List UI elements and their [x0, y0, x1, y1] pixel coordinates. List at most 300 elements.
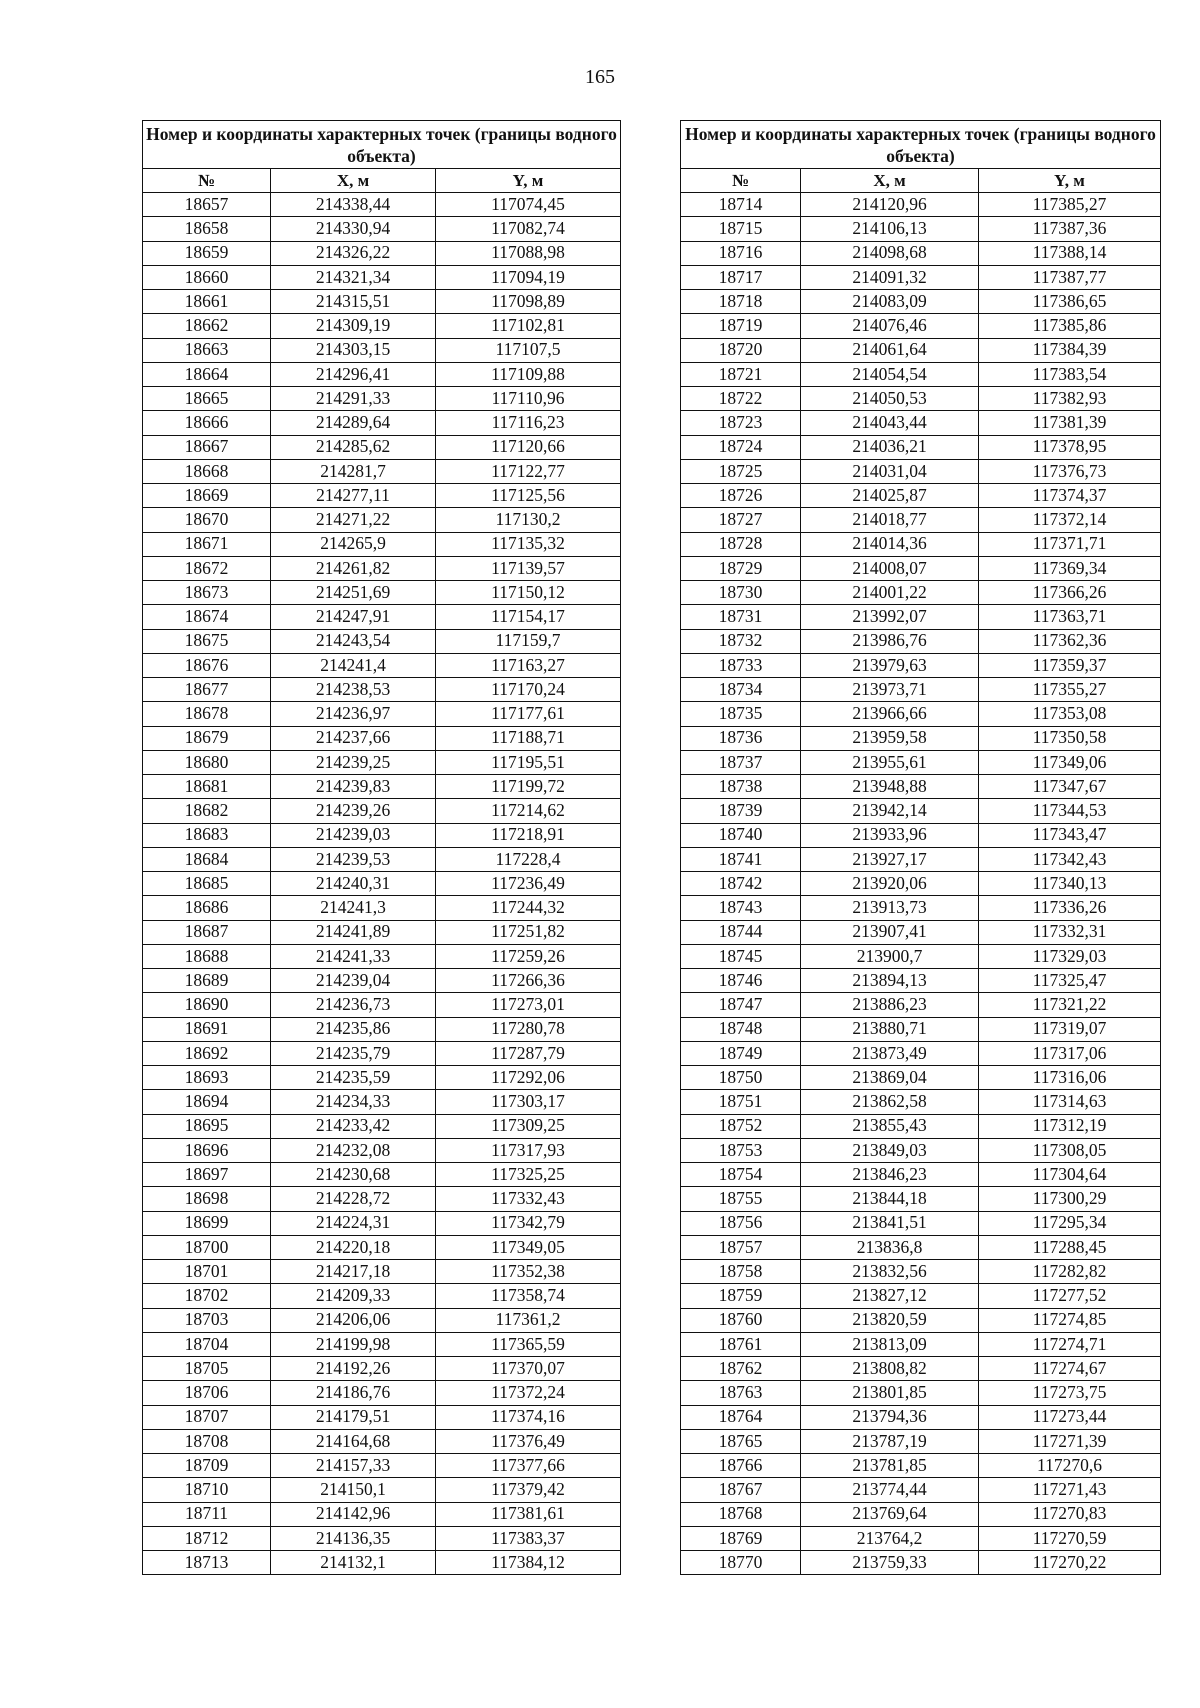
x-coordinate-cell: 214209,33 — [271, 1284, 436, 1308]
point-number-cell: 18739 — [681, 799, 801, 823]
y-coordinate-cell: 117309,25 — [436, 1114, 621, 1138]
y-coordinate-cell: 117383,37 — [436, 1526, 621, 1550]
table-row — [681, 1114, 1161, 1138]
point-number-cell: 18756 — [681, 1211, 801, 1235]
point-number-cell: 18740 — [681, 823, 801, 847]
y-coordinate-cell: 117325,47 — [979, 969, 1161, 993]
x-coordinate-cell: 213973,71 — [801, 678, 979, 702]
table-row — [681, 823, 1161, 847]
x-coordinate-cell: 213832,56 — [801, 1260, 979, 1284]
point-number-cell: 18725 — [681, 459, 801, 483]
x-coordinate-cell: 214098,68 — [801, 241, 979, 265]
y-coordinate-cell: 117270,22 — [979, 1551, 1161, 1575]
point-number-cell: 18770 — [681, 1551, 801, 1575]
table-row — [681, 847, 1161, 871]
y-coordinate-cell: 117259,26 — [436, 944, 621, 968]
x-coordinate-cell: 214150,1 — [271, 1478, 436, 1502]
y-coordinate-cell: 117277,52 — [979, 1284, 1161, 1308]
x-coordinate-cell: 213942,14 — [801, 799, 979, 823]
y-coordinate-cell: 117386,65 — [979, 290, 1161, 314]
x-coordinate-cell: 213801,85 — [801, 1381, 979, 1405]
point-number-cell: 18762 — [681, 1357, 801, 1381]
point-number-cell: 18660 — [143, 265, 271, 289]
point-number-cell: 18754 — [681, 1163, 801, 1187]
point-number-cell: 18766 — [681, 1454, 801, 1478]
y-coordinate-cell: 117374,37 — [979, 484, 1161, 508]
table-row — [681, 1187, 1161, 1211]
y-coordinate-cell: 117359,37 — [979, 653, 1161, 677]
x-coordinate-cell: 214054,54 — [801, 362, 979, 386]
table-row — [681, 969, 1161, 993]
x-coordinate-cell: 213933,96 — [801, 823, 979, 847]
x-coordinate-cell: 214261,82 — [271, 556, 436, 580]
table-row — [143, 1138, 621, 1162]
point-number-cell: 18767 — [681, 1478, 801, 1502]
y-coordinate-cell: 117369,34 — [979, 556, 1161, 580]
y-coordinate-cell: 117353,08 — [979, 702, 1161, 726]
point-number-cell: 18738 — [681, 775, 801, 799]
point-number-cell: 18658 — [143, 217, 271, 241]
x-coordinate-cell: 214237,66 — [271, 726, 436, 750]
table-row — [681, 896, 1161, 920]
table-row — [143, 678, 621, 702]
y-coordinate-cell: 117218,91 — [436, 823, 621, 847]
point-number-cell: 18669 — [143, 484, 271, 508]
point-number-cell: 18706 — [143, 1381, 271, 1405]
table-row — [143, 1041, 621, 1065]
table-row — [681, 241, 1161, 265]
table-row — [143, 362, 621, 386]
x-coordinate-cell: 213855,43 — [801, 1114, 979, 1138]
point-number-cell: 18665 — [143, 387, 271, 411]
y-coordinate-cell: 117304,64 — [979, 1163, 1161, 1187]
point-number-cell: 18657 — [143, 193, 271, 217]
x-coordinate-cell: 214106,13 — [801, 217, 979, 241]
table-row — [681, 653, 1161, 677]
x-coordinate-cell: 214251,69 — [271, 581, 436, 605]
table-row — [143, 920, 621, 944]
table-row — [681, 678, 1161, 702]
x-coordinate-cell: 213880,71 — [801, 1017, 979, 1041]
x-coordinate-cell: 214036,21 — [801, 435, 979, 459]
point-number-cell: 18747 — [681, 993, 801, 1017]
table-row — [143, 799, 621, 823]
y-coordinate-cell: 117251,82 — [436, 920, 621, 944]
y-coordinate-cell: 117163,27 — [436, 653, 621, 677]
y-coordinate-cell: 117347,67 — [979, 775, 1161, 799]
table-row — [143, 847, 621, 871]
point-number-cell: 18671 — [143, 532, 271, 556]
point-number-cell: 18667 — [143, 435, 271, 459]
table-row — [681, 1502, 1161, 1526]
point-number-cell: 18748 — [681, 1017, 801, 1041]
y-coordinate-cell: 117094,19 — [436, 265, 621, 289]
table-row — [681, 1211, 1161, 1235]
x-coordinate-cell: 213900,7 — [801, 944, 979, 968]
point-number-cell: 18722 — [681, 387, 801, 411]
table-row — [143, 1114, 621, 1138]
table-row — [143, 605, 621, 629]
y-coordinate-cell: 117274,67 — [979, 1357, 1161, 1381]
point-number-cell: 18699 — [143, 1211, 271, 1235]
table-row — [143, 1235, 621, 1259]
table-row — [681, 1551, 1161, 1575]
x-coordinate-cell: 213769,64 — [801, 1502, 979, 1526]
y-coordinate-cell: 117385,27 — [979, 193, 1161, 217]
table-row — [681, 484, 1161, 508]
table-row — [681, 629, 1161, 653]
y-coordinate-cell: 117188,71 — [436, 726, 621, 750]
point-number-cell: 18749 — [681, 1041, 801, 1065]
table-row — [143, 726, 621, 750]
point-number-cell: 18675 — [143, 629, 271, 653]
point-number-cell: 18673 — [143, 581, 271, 605]
table-row — [143, 1066, 621, 1090]
x-coordinate-cell: 214291,33 — [271, 387, 436, 411]
point-number-cell: 18708 — [143, 1429, 271, 1453]
table-row — [143, 969, 621, 993]
y-coordinate-cell: 117319,07 — [979, 1017, 1161, 1041]
y-coordinate-cell: 117387,77 — [979, 265, 1161, 289]
point-number-cell: 18662 — [143, 314, 271, 338]
y-coordinate-cell: 117376,73 — [979, 459, 1161, 483]
point-number-cell: 18674 — [143, 605, 271, 629]
point-number-cell: 18726 — [681, 484, 801, 508]
y-coordinate-cell: 117270,59 — [979, 1526, 1161, 1550]
y-coordinate-cell: 117139,57 — [436, 556, 621, 580]
x-coordinate-cell: 213759,33 — [801, 1551, 979, 1575]
y-coordinate-cell: 117159,7 — [436, 629, 621, 653]
y-coordinate-cell: 117370,07 — [436, 1357, 621, 1381]
point-number-cell: 18723 — [681, 411, 801, 435]
x-coordinate-cell: 213794,36 — [801, 1405, 979, 1429]
column-header-y: Y, м — [436, 169, 621, 193]
x-coordinate-cell: 213920,06 — [801, 872, 979, 896]
y-coordinate-cell: 117363,71 — [979, 605, 1161, 629]
y-coordinate-cell: 117082,74 — [436, 217, 621, 241]
y-coordinate-cell: 117336,26 — [979, 896, 1161, 920]
x-coordinate-cell: 213849,03 — [801, 1138, 979, 1162]
y-coordinate-cell: 117271,43 — [979, 1478, 1161, 1502]
x-coordinate-cell: 214235,59 — [271, 1066, 436, 1090]
x-coordinate-cell: 214241,89 — [271, 920, 436, 944]
point-number-cell: 18666 — [143, 411, 271, 435]
table-title: Номер и координаты характерных точек (границы водного объекта) — [143, 121, 621, 169]
table-row — [681, 605, 1161, 629]
point-number-cell: 18732 — [681, 629, 801, 653]
table-row — [143, 532, 621, 556]
point-number-cell: 18720 — [681, 338, 801, 362]
x-coordinate-cell: 214243,54 — [271, 629, 436, 653]
point-number-cell: 18733 — [681, 653, 801, 677]
table-row — [681, 1090, 1161, 1114]
y-coordinate-cell: 117130,2 — [436, 508, 621, 532]
table-row — [681, 459, 1161, 483]
point-number-cell: 18765 — [681, 1429, 801, 1453]
x-coordinate-cell: 214277,11 — [271, 484, 436, 508]
table-row — [143, 944, 621, 968]
x-coordinate-cell: 214192,26 — [271, 1357, 436, 1381]
point-number-cell: 18728 — [681, 532, 801, 556]
x-coordinate-cell: 214321,34 — [271, 265, 436, 289]
y-coordinate-cell: 117228,4 — [436, 847, 621, 871]
point-number-cell: 18746 — [681, 969, 801, 993]
x-coordinate-cell: 214018,77 — [801, 508, 979, 532]
x-coordinate-cell: 213948,88 — [801, 775, 979, 799]
table-row — [681, 1478, 1161, 1502]
table-row — [681, 1526, 1161, 1550]
x-coordinate-cell: 214220,18 — [271, 1235, 436, 1259]
table-row — [681, 1235, 1161, 1259]
y-coordinate-cell: 117358,74 — [436, 1284, 621, 1308]
y-coordinate-cell: 117332,31 — [979, 920, 1161, 944]
point-number-cell: 18689 — [143, 969, 271, 993]
point-number-cell: 18764 — [681, 1405, 801, 1429]
y-coordinate-cell: 117316,06 — [979, 1066, 1161, 1090]
x-coordinate-cell: 214008,07 — [801, 556, 979, 580]
coordinates-table-right — [680, 120, 1161, 1575]
point-number-cell: 18727 — [681, 508, 801, 532]
x-coordinate-cell: 213813,09 — [801, 1332, 979, 1356]
point-number-cell: 18663 — [143, 338, 271, 362]
table-row — [681, 993, 1161, 1017]
table-row — [681, 435, 1161, 459]
table-row — [143, 653, 621, 677]
point-number-cell: 18704 — [143, 1332, 271, 1356]
x-coordinate-cell: 213894,13 — [801, 969, 979, 993]
table-row — [681, 1138, 1161, 1162]
x-coordinate-cell: 214001,22 — [801, 581, 979, 605]
table-row — [143, 217, 621, 241]
coordinates-table-left — [142, 120, 621, 1575]
x-coordinate-cell: 214235,86 — [271, 1017, 436, 1041]
point-number-cell: 18688 — [143, 944, 271, 968]
point-number-cell: 18684 — [143, 847, 271, 871]
point-number-cell: 18697 — [143, 1163, 271, 1187]
y-coordinate-cell: 117366,26 — [979, 581, 1161, 605]
x-coordinate-cell: 214091,32 — [801, 265, 979, 289]
point-number-cell: 18755 — [681, 1187, 801, 1211]
table-row — [143, 1163, 621, 1187]
x-coordinate-cell: 214232,08 — [271, 1138, 436, 1162]
x-coordinate-cell: 214338,44 — [271, 193, 436, 217]
x-coordinate-cell: 214239,04 — [271, 969, 436, 993]
table-row — [681, 775, 1161, 799]
y-coordinate-cell: 117177,61 — [436, 702, 621, 726]
point-number-cell: 18693 — [143, 1066, 271, 1090]
y-coordinate-cell: 117317,06 — [979, 1041, 1161, 1065]
y-coordinate-cell: 117287,79 — [436, 1041, 621, 1065]
table-row — [143, 896, 621, 920]
x-coordinate-cell: 214236,73 — [271, 993, 436, 1017]
y-coordinate-cell: 117214,62 — [436, 799, 621, 823]
point-number-cell: 18757 — [681, 1235, 801, 1259]
x-coordinate-cell: 214309,19 — [271, 314, 436, 338]
point-number-cell: 18703 — [143, 1308, 271, 1332]
table-row — [143, 338, 621, 362]
point-number-cell: 18724 — [681, 435, 801, 459]
y-coordinate-cell: 117382,93 — [979, 387, 1161, 411]
table-row — [681, 1405, 1161, 1429]
x-coordinate-cell: 214025,87 — [801, 484, 979, 508]
point-number-cell: 18685 — [143, 872, 271, 896]
x-coordinate-cell: 214247,91 — [271, 605, 436, 629]
y-coordinate-cell: 117300,29 — [979, 1187, 1161, 1211]
y-coordinate-cell: 117314,63 — [979, 1090, 1161, 1114]
table-row — [681, 1017, 1161, 1041]
x-coordinate-cell: 213927,17 — [801, 847, 979, 871]
table-row — [143, 484, 621, 508]
point-number-cell: 18731 — [681, 605, 801, 629]
table-row — [143, 1017, 621, 1041]
column-header-x: X, м — [271, 169, 436, 193]
table-row — [681, 1454, 1161, 1478]
y-coordinate-cell: 117122,77 — [436, 459, 621, 483]
x-coordinate-cell: 214281,7 — [271, 459, 436, 483]
y-coordinate-cell: 117381,61 — [436, 1502, 621, 1526]
table-row — [143, 581, 621, 605]
x-coordinate-cell: 214142,96 — [271, 1502, 436, 1526]
table-row — [143, 872, 621, 896]
x-coordinate-cell: 213992,07 — [801, 605, 979, 629]
x-coordinate-cell: 213966,66 — [801, 702, 979, 726]
x-coordinate-cell: 213913,73 — [801, 896, 979, 920]
point-number-cell: 18682 — [143, 799, 271, 823]
y-coordinate-cell: 117088,98 — [436, 241, 621, 265]
y-coordinate-cell: 117379,42 — [436, 1478, 621, 1502]
x-coordinate-cell: 213846,23 — [801, 1163, 979, 1187]
table-row — [681, 532, 1161, 556]
table-row — [681, 799, 1161, 823]
x-coordinate-cell: 214217,18 — [271, 1260, 436, 1284]
table-row — [681, 1284, 1161, 1308]
point-number-cell: 18729 — [681, 556, 801, 580]
point-number-cell: 18664 — [143, 362, 271, 386]
y-coordinate-cell: 117377,66 — [436, 1454, 621, 1478]
point-number-cell: 18711 — [143, 1502, 271, 1526]
x-coordinate-cell: 214239,03 — [271, 823, 436, 847]
table-row — [681, 1381, 1161, 1405]
point-number-cell: 18687 — [143, 920, 271, 944]
table-row — [681, 1163, 1161, 1187]
y-coordinate-cell: 117388,14 — [979, 241, 1161, 265]
y-coordinate-cell: 117110,96 — [436, 387, 621, 411]
point-number-cell: 18676 — [143, 653, 271, 677]
x-coordinate-cell: 214315,51 — [271, 290, 436, 314]
y-coordinate-cell: 117361,2 — [436, 1308, 621, 1332]
x-coordinate-cell: 214233,42 — [271, 1114, 436, 1138]
x-coordinate-cell: 214239,53 — [271, 847, 436, 871]
x-coordinate-cell: 213808,82 — [801, 1357, 979, 1381]
point-number-cell: 18661 — [143, 290, 271, 314]
x-coordinate-cell: 214199,98 — [271, 1332, 436, 1356]
x-coordinate-cell: 213959,58 — [801, 726, 979, 750]
point-number-cell: 18718 — [681, 290, 801, 314]
point-number-cell: 18691 — [143, 1017, 271, 1041]
column-header-number: № — [681, 169, 801, 193]
x-coordinate-cell: 214239,25 — [271, 750, 436, 774]
y-coordinate-cell: 117374,16 — [436, 1405, 621, 1429]
table-row — [143, 1478, 621, 1502]
point-number-cell: 18763 — [681, 1381, 801, 1405]
point-number-cell: 18759 — [681, 1284, 801, 1308]
point-number-cell: 18677 — [143, 678, 271, 702]
point-number-cell: 18721 — [681, 362, 801, 386]
table-row — [143, 1526, 621, 1550]
x-coordinate-cell: 213764,2 — [801, 1526, 979, 1550]
table-row — [681, 1260, 1161, 1284]
x-coordinate-cell: 213781,85 — [801, 1454, 979, 1478]
y-coordinate-cell: 117273,01 — [436, 993, 621, 1017]
y-coordinate-cell: 117308,05 — [979, 1138, 1161, 1162]
table-row — [143, 1429, 621, 1453]
table-row — [681, 581, 1161, 605]
point-number-cell: 18690 — [143, 993, 271, 1017]
y-coordinate-cell: 117120,66 — [436, 435, 621, 459]
y-coordinate-cell: 117362,36 — [979, 629, 1161, 653]
point-number-cell: 18686 — [143, 896, 271, 920]
y-coordinate-cell: 117244,32 — [436, 896, 621, 920]
y-coordinate-cell: 117195,51 — [436, 750, 621, 774]
y-coordinate-cell: 117109,88 — [436, 362, 621, 386]
point-number-cell: 18679 — [143, 726, 271, 750]
y-coordinate-cell: 117107,5 — [436, 338, 621, 362]
x-coordinate-cell: 213907,41 — [801, 920, 979, 944]
y-coordinate-cell: 117342,43 — [979, 847, 1161, 871]
x-coordinate-cell: 213787,19 — [801, 1429, 979, 1453]
point-number-cell: 18683 — [143, 823, 271, 847]
x-coordinate-cell: 214224,31 — [271, 1211, 436, 1235]
y-coordinate-cell: 117292,06 — [436, 1066, 621, 1090]
table-row — [143, 993, 621, 1017]
y-coordinate-cell: 117344,53 — [979, 799, 1161, 823]
y-coordinate-cell: 117321,22 — [979, 993, 1161, 1017]
y-coordinate-cell: 117274,85 — [979, 1308, 1161, 1332]
table-row — [143, 1211, 621, 1235]
x-coordinate-cell: 214240,31 — [271, 872, 436, 896]
x-coordinate-cell: 214157,33 — [271, 1454, 436, 1478]
x-coordinate-cell: 214265,9 — [271, 532, 436, 556]
point-number-cell: 18680 — [143, 750, 271, 774]
y-coordinate-cell: 117365,59 — [436, 1332, 621, 1356]
x-coordinate-cell: 213955,61 — [801, 750, 979, 774]
y-coordinate-cell: 117102,81 — [436, 314, 621, 338]
table-row — [143, 459, 621, 483]
x-coordinate-cell: 214230,68 — [271, 1163, 436, 1187]
x-coordinate-cell: 213844,18 — [801, 1187, 979, 1211]
x-coordinate-cell: 214271,22 — [271, 508, 436, 532]
point-number-cell: 18714 — [681, 193, 801, 217]
x-coordinate-cell: 213774,44 — [801, 1478, 979, 1502]
table-row — [143, 1187, 621, 1211]
x-coordinate-cell: 214164,68 — [271, 1429, 436, 1453]
x-coordinate-cell: 214136,35 — [271, 1526, 436, 1550]
y-coordinate-cell: 117376,49 — [436, 1429, 621, 1453]
x-coordinate-cell: 214083,09 — [801, 290, 979, 314]
y-coordinate-cell: 117270,6 — [979, 1454, 1161, 1478]
table-row — [143, 1332, 621, 1356]
y-coordinate-cell: 117150,12 — [436, 581, 621, 605]
y-coordinate-cell: 117340,13 — [979, 872, 1161, 896]
table-row — [143, 750, 621, 774]
y-coordinate-cell: 117383,54 — [979, 362, 1161, 386]
x-coordinate-cell: 214132,1 — [271, 1551, 436, 1575]
table-row — [143, 1405, 621, 1429]
table-row — [681, 1066, 1161, 1090]
point-number-cell: 18709 — [143, 1454, 271, 1478]
point-number-cell: 18698 — [143, 1187, 271, 1211]
y-coordinate-cell: 117074,45 — [436, 193, 621, 217]
